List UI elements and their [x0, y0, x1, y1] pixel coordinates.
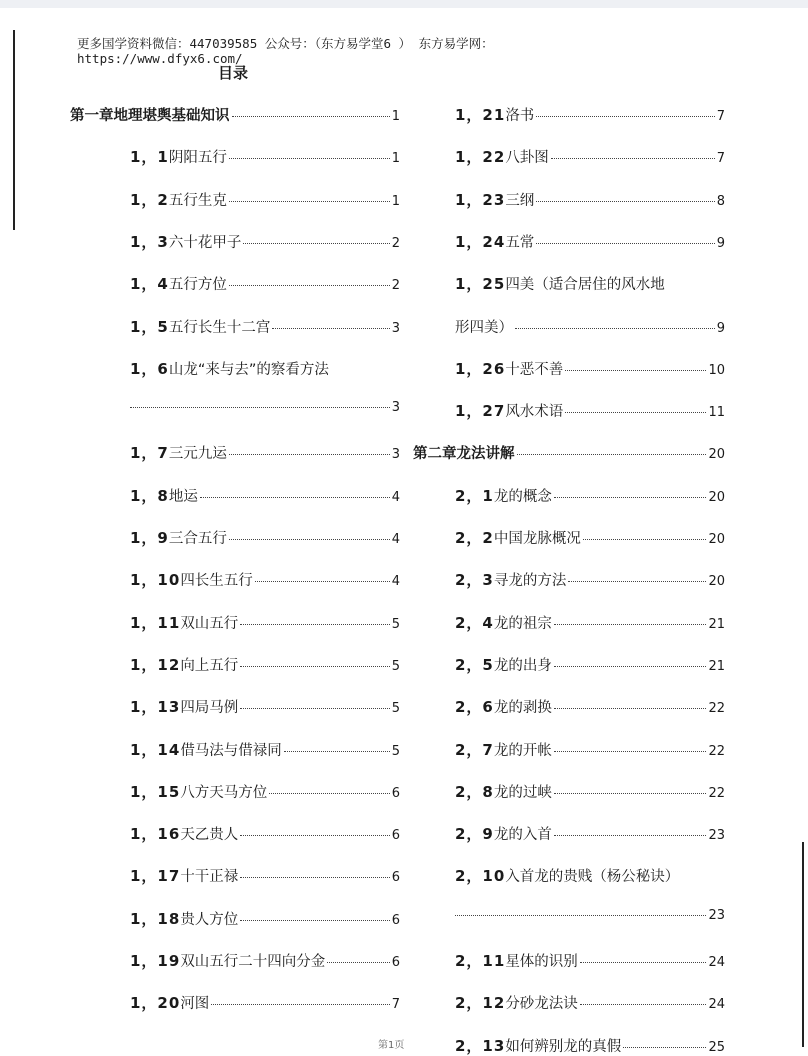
toc-page-number: 3: [391, 320, 400, 336]
toc-page-number: 5: [391, 616, 400, 632]
toc-entry-number: 1，17: [130, 867, 181, 886]
toc-entry-number: 1，13: [130, 698, 181, 717]
toc-page-number: 6: [391, 828, 400, 844]
toc-entry-number: 2，2: [455, 529, 494, 547]
toc-entry-number: 1，27: [455, 402, 506, 421]
toc-chapter: [70, 104, 400, 125]
toc-leader-dots: [327, 962, 389, 963]
toc-entry-label: 四长生五行: [180, 573, 253, 590]
toc-page-number: 1: [391, 193, 400, 209]
toc-entry: [130, 400, 400, 415]
toc-entry: [130, 316, 400, 337]
toc-page-number: 24: [708, 955, 725, 970]
toc-page-number: 24: [708, 997, 725, 1013]
toc-entry-label: 龙的入首: [493, 827, 552, 844]
header-line-2: https://www.dfyx6.com/: [77, 51, 243, 66]
toc-entry-label: 第二章龙法讲解: [413, 446, 515, 463]
toc-entry-label: 龙的剥换: [493, 700, 552, 717]
toc-leader-dots: [554, 751, 707, 752]
toc-page-number: 3: [391, 400, 400, 416]
toc-leader-dots: [554, 835, 707, 836]
toc-entry-number: 1，16: [130, 825, 181, 844]
right-edge-line: [802, 842, 804, 1047]
toc-entry: [455, 865, 725, 886]
toc-page-number: 23: [708, 907, 725, 923]
toc-entry: [455, 823, 725, 844]
toc-entry-label: 中国龙脉概况: [493, 531, 581, 547]
toc-page-number: 1: [391, 151, 400, 167]
toc-entry: [130, 865, 400, 886]
toc-entry-label: 龙的概念: [493, 488, 552, 505]
toc-entry-number: 1，15: [130, 782, 181, 801]
toc-leader-dots: [554, 497, 707, 498]
toc-entry-number: 2，5: [455, 655, 494, 674]
toc-entry-label: 星体的识别: [505, 954, 578, 970]
toc-entry: [130, 654, 400, 675]
toc-entry: [455, 273, 725, 294]
toc-leader-dots: [229, 539, 390, 540]
toc-entry-label: 五行生克: [168, 192, 227, 209]
toc-entry: [455, 358, 725, 379]
toc-leader-dots: [565, 412, 706, 413]
toc-entry-label: 三纲: [505, 192, 535, 209]
toc-entry-number: 2，10: [455, 867, 506, 886]
toc-entry: [130, 950, 400, 971]
toc-leader-dots: [243, 243, 389, 244]
page-footer: 第1页: [378, 1040, 405, 1051]
toc-entry-number: 2，13: [455, 1036, 506, 1055]
toc-leader-dots: [240, 877, 389, 878]
toc-entry: [130, 485, 400, 506]
toc-page-number: 22: [708, 743, 725, 759]
toc-entry-label: 洛书: [505, 108, 535, 124]
toc-entry-label: 龙的过峡: [493, 784, 552, 801]
toc-entry-number: 1，12: [130, 655, 181, 674]
toc-entry-number: 1，25: [455, 275, 506, 294]
toc-entry-label: 双山五行: [180, 615, 239, 632]
toc-entry-label: 贵人方位: [180, 911, 239, 928]
toc-entry: [455, 231, 725, 252]
toc-page-number: 2: [391, 278, 400, 294]
toc-leader-dots: [240, 835, 389, 836]
toc-page-number: 2: [391, 235, 400, 251]
toc-entry-label: 龙的出身: [493, 657, 552, 674]
toc-entry-number: 1，22: [455, 148, 506, 167]
toc-entry-number: 1，26: [455, 359, 506, 378]
toc-title: 目录: [218, 64, 249, 82]
toc-entry-number: 2，9: [455, 825, 494, 844]
toc-entry-label: 第一章地理堪舆基础知识: [70, 108, 230, 124]
toc-entry: [455, 527, 725, 548]
toc-page-number: 6: [391, 870, 400, 886]
toc-leader-dots: [583, 539, 707, 540]
toc-entry: [455, 104, 725, 125]
toc-leader-dots: [200, 497, 390, 498]
toc-entry-number: 1，10: [130, 571, 181, 590]
toc-leader-dots: [240, 708, 389, 709]
toc-entry-label: 三合五行: [168, 531, 227, 547]
toc-leader-dots: [554, 793, 707, 794]
toc-entry-label: 四美（适合居住的风水地: [505, 277, 665, 294]
toc-leader-dots: [240, 666, 389, 667]
toc-leader-dots: [551, 158, 715, 159]
toc-leader-dots: [229, 158, 390, 159]
toc-entry-number: 2，4: [455, 613, 494, 632]
toc-entry: [455, 781, 725, 802]
toc-entry-label: 向上五行: [180, 657, 239, 674]
toc-page-number: 7: [391, 997, 400, 1013]
toc-entry: [130, 612, 400, 633]
toc-entry: [130, 569, 400, 590]
toc-entry: [130, 992, 400, 1013]
toc-entry: [130, 146, 400, 167]
toc-leader-dots: [580, 962, 707, 963]
toc-entry: [130, 908, 400, 929]
toc-entry-number: 1，20: [130, 994, 181, 1013]
toc-page-number: 22: [708, 785, 725, 801]
toc-entry: [130, 273, 400, 294]
toc-entry-number: 1，4: [130, 275, 169, 294]
toc-page-number: 7: [716, 109, 725, 124]
toc-page-number: 7: [716, 151, 725, 167]
toc-entry-label: 如何辨别龙的真假: [505, 1038, 622, 1055]
toc-entry: [130, 189, 400, 210]
toc-leader-dots: [515, 328, 715, 329]
toc-entry-label: 龙的祖宗: [493, 615, 552, 632]
toc-leader-dots: [240, 624, 389, 625]
toc-leader-dots: [130, 407, 390, 408]
toc-entry-number: 1，8: [130, 486, 169, 505]
toc-entry-number: 1，6: [130, 359, 169, 378]
toc-page-number: 9: [716, 320, 725, 336]
toc-page-number: 8: [716, 193, 725, 209]
toc-page-number: 4: [391, 489, 400, 505]
toc-entry-number: 1，19: [130, 952, 181, 970]
toc-entry-number: 2，1: [455, 486, 494, 505]
toc-leader-dots: [580, 1004, 707, 1005]
toc-entry-label: 山龙“来与去”的察看方法: [168, 361, 329, 378]
toc-entry: [130, 823, 400, 844]
top-strip: [0, 0, 808, 8]
toc-entry-label: 入首龙的贵贱（杨公秘诀）: [505, 869, 680, 886]
toc-entry: [455, 908, 725, 923]
toc-leader-dots: [455, 915, 706, 916]
toc-entry-label: 形四美）: [455, 319, 513, 336]
toc-page-number: 5: [391, 743, 400, 759]
toc-page-number: 20: [708, 532, 725, 547]
toc-entry-label: 龙的开帐: [493, 742, 552, 759]
toc-entry-number: 2，8: [455, 782, 494, 801]
toc-page-number: 25: [708, 1039, 725, 1055]
toc-entry-number: 2，12: [455, 994, 506, 1013]
toc-entry-label: 分砂龙法诀: [505, 996, 578, 1013]
toc-page-number: 5: [391, 701, 400, 717]
toc-page-number: 20: [708, 489, 725, 505]
toc-entry: [130, 739, 400, 760]
toc-entry: [455, 569, 725, 590]
toc-entry-number: 1，24: [455, 232, 506, 251]
toc-entry-number: 1，14: [130, 740, 181, 759]
toc-page-number: 21: [708, 616, 725, 632]
toc-entry-label: 五行长生十二宫: [168, 319, 271, 336]
toc-entry-label: 天乙贵人: [180, 827, 239, 844]
toc-leader-dots: [229, 201, 390, 202]
toc-entry-label: 五常: [505, 234, 535, 251]
toc-leader-dots: [554, 708, 707, 709]
toc-entry-label: 四局马例: [180, 700, 239, 717]
toc-leader-dots: [272, 328, 389, 329]
toc-entry-number: 1，11: [130, 613, 181, 632]
toc-entry-label: 双山五行二十四向分金: [180, 954, 326, 970]
toc-entry-number: 1，21: [455, 106, 506, 124]
toc-page-number: 23: [708, 828, 725, 844]
toc-page-number: 3: [391, 447, 400, 463]
toc-page-number: 10: [708, 362, 725, 378]
toc-page-number: 21: [708, 658, 725, 674]
toc-entry: [455, 1035, 725, 1056]
toc-entry-label: 六十花甲子: [168, 234, 242, 251]
toc-entry-number: 1，2: [130, 190, 169, 209]
header-line-1: 更多国学资料微信：447039585 公众号：（东方易学堂6 ） 东方易学网：: [77, 36, 494, 51]
toc-entry-number: 2，6: [455, 698, 494, 717]
toc-leader-dots: [240, 920, 389, 921]
toc-leader-dots: [536, 116, 714, 117]
toc-entry-label: 风水术语: [505, 404, 564, 421]
toc-entry: [455, 189, 725, 210]
toc-page-number: 5: [391, 658, 400, 674]
toc-entry: [130, 781, 400, 802]
toc-leader-dots: [229, 454, 390, 455]
left-edge-line: [13, 30, 15, 230]
toc-leader-dots: [536, 201, 714, 202]
toc-entry: [455, 612, 725, 633]
toc-entry: [455, 992, 725, 1013]
toc-leader-dots: [269, 793, 389, 794]
toc-leader-dots: [554, 624, 707, 625]
toc-entry-number: 1，18: [130, 909, 181, 928]
toc-entry-label: 八卦图: [505, 150, 549, 167]
toc-entry-number: 1，3: [130, 232, 169, 251]
toc-leader-dots: [554, 666, 707, 667]
toc-entry-label: 寻龙的方法: [493, 573, 567, 590]
toc-leader-dots: [255, 581, 390, 582]
toc-page-number: 4: [391, 574, 400, 590]
toc-entry-label: 十恶不善: [505, 361, 564, 378]
toc-page-number: 6: [391, 955, 400, 970]
toc-leader-dots: [568, 581, 706, 582]
toc-entry: [130, 442, 400, 463]
toc-leader-dots: [565, 370, 706, 371]
toc-entry-number: 2，3: [455, 571, 494, 590]
toc-entry-number: 1，1: [130, 148, 169, 167]
toc-leader-dots: [536, 243, 714, 244]
toc-page-number: 6: [391, 785, 400, 801]
toc-entry-label: 阴阳五行: [168, 150, 227, 167]
toc-entry-number: 1，7: [130, 444, 169, 463]
toc-entry: [130, 527, 400, 548]
toc-entry-label: 借马法与借禄同: [180, 742, 282, 759]
toc-entry-label: 五行方位: [168, 277, 227, 294]
watermark-header: [77, 36, 494, 66]
toc-leader-dots: [284, 751, 390, 752]
toc-page-number: 11: [708, 405, 725, 421]
toc-page-number: 1: [391, 109, 400, 124]
toc-entry-number: 1，5: [130, 317, 169, 336]
toc-entry-label: 八方天马方位: [180, 784, 268, 801]
toc-leader-dots: [517, 454, 707, 455]
toc-entry-label: 十干正禄: [180, 869, 239, 886]
toc-page-number: 4: [391, 532, 400, 547]
toc-entry: [455, 400, 725, 421]
toc-entry-label: 三元九运: [168, 446, 227, 463]
toc-entry: [455, 739, 725, 760]
toc-entry-number: 2，11: [455, 952, 506, 970]
toc-entry-label: 地运: [168, 488, 198, 505]
toc-entry: [455, 950, 725, 971]
toc-page-number: 6: [391, 912, 400, 928]
toc-entry: [455, 696, 725, 717]
toc-page-number: 20: [708, 574, 725, 590]
toc-leader-dots: [229, 285, 390, 286]
toc-entry-number: 1，23: [455, 190, 506, 209]
toc-entry: [130, 696, 400, 717]
toc-chapter: [413, 442, 725, 463]
toc-entry: [455, 146, 725, 167]
toc-entry: [455, 485, 725, 506]
toc-entry-number: 1，9: [130, 529, 169, 547]
toc-page-number: 9: [716, 235, 725, 251]
toc-entry: [455, 654, 725, 675]
toc-entry-label: 河图: [180, 996, 210, 1013]
toc-entry: [130, 231, 400, 252]
toc-leader-dots: [232, 116, 390, 117]
toc-entry: [455, 316, 725, 337]
toc-page-number: 22: [708, 701, 725, 717]
toc-entry: [130, 358, 400, 379]
toc-leader-dots: [211, 1004, 389, 1005]
toc-page-number: 20: [708, 447, 725, 463]
toc-entry-number: 2，7: [455, 740, 494, 759]
